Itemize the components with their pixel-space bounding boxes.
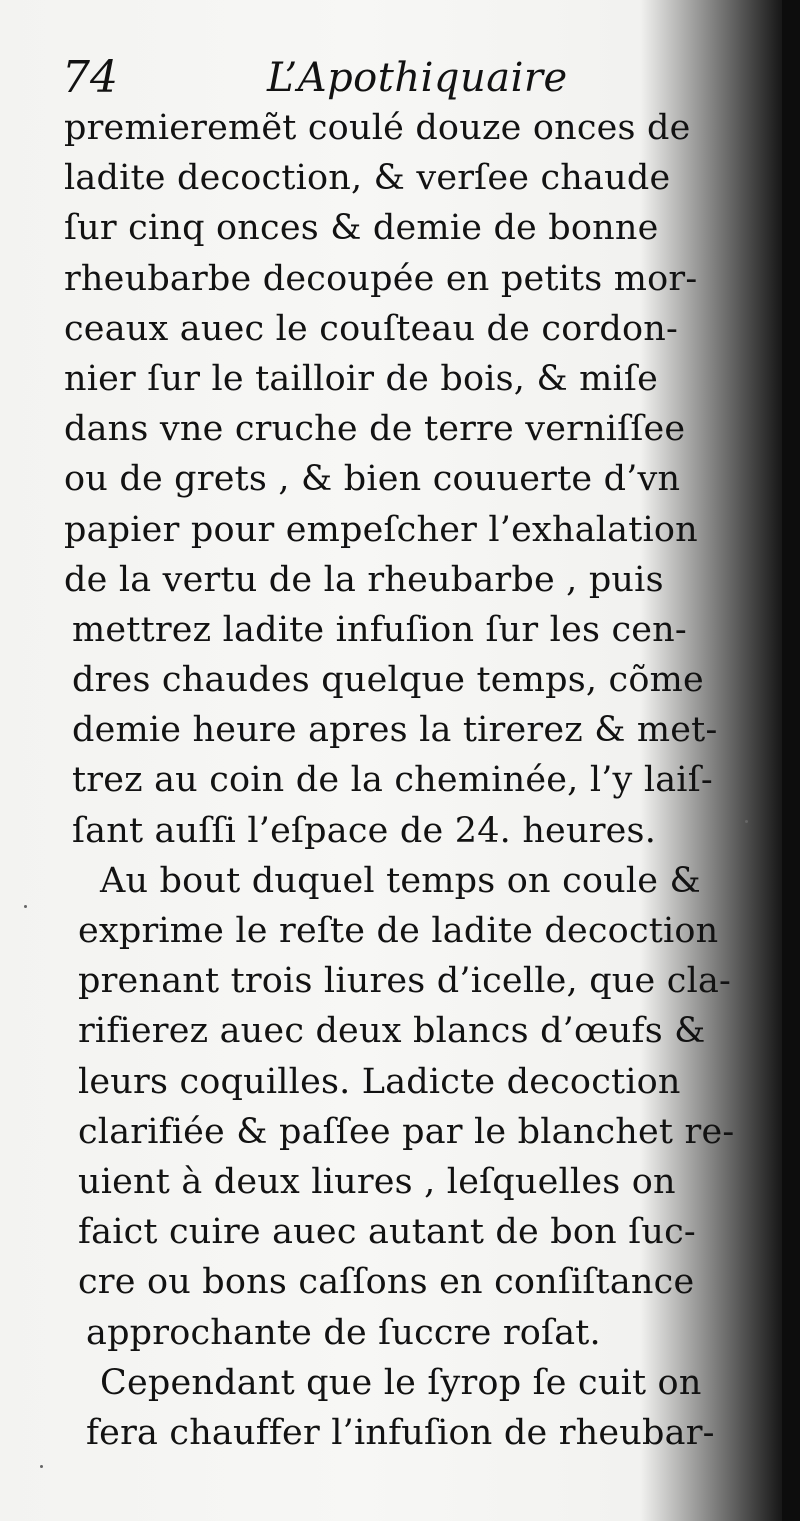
text-line: demie heure apres la tirerez & met- bbox=[72, 710, 718, 751]
text-line: nier ſur le tailloir de bois, & miſe bbox=[64, 358, 658, 399]
text-line: ſur cinq onces & demie de bonne bbox=[64, 208, 659, 249]
text-line: trez au coin de la cheminée, l’y laiſ- bbox=[72, 760, 713, 801]
page-number: 74 bbox=[62, 52, 118, 103]
text-line: ſant auſſi l’eſpace de 24. heures. bbox=[72, 810, 657, 851]
text-line: premieremẽt coulé douze onces de bbox=[64, 108, 691, 148]
text-line: exprime le reſte de ladite decoction bbox=[78, 911, 719, 951]
paper-speck bbox=[24, 905, 27, 908]
text-line: dans vne cruche de terre verniſſee bbox=[64, 409, 686, 450]
text-line: approchante de ſuccre roſat. bbox=[86, 1312, 601, 1353]
text-line: ladite decoction, & verſee chaude bbox=[64, 158, 671, 199]
text-line: rifierez auec deux blancs d’œufs & bbox=[78, 1011, 706, 1052]
text-line: dres chaudes quelque temps, cõme bbox=[72, 660, 704, 701]
text-line: fera chauffer l’infuſion de rheubar- bbox=[86, 1412, 715, 1453]
running-title: L’Apothiquaire bbox=[267, 55, 568, 101]
page-right-edge-shadow bbox=[782, 0, 800, 1521]
text-line: mettrez ladite infuſion ſur les cen- bbox=[72, 609, 687, 650]
text-line: rheubarbe decoupée en petits mor- bbox=[64, 258, 698, 299]
text-line: de la vertu de la rheubarbe , puis bbox=[64, 559, 664, 600]
text-line: papier pour empeſcher l’exhalation bbox=[64, 509, 698, 550]
text-line: prenant trois liures d’icelle, que cla- bbox=[78, 961, 732, 1002]
paper-speck bbox=[745, 820, 748, 823]
text-line: ou de grets , & bien couuerte d’vn bbox=[64, 459, 681, 500]
text-line: faict cuire auec autant de bon ſuc- bbox=[78, 1212, 696, 1253]
text-line: clarifiée & paſſee par le blanchet re- bbox=[78, 1111, 735, 1152]
text-line: cre ou bons caſſons en conſiſtance bbox=[78, 1262, 695, 1303]
paper-speck bbox=[40, 1465, 43, 1468]
text-line: ceaux auec le couſteau de cordon- bbox=[64, 308, 679, 349]
paragraph-start-line: Cependant que le ſyrop ſe cuit on bbox=[100, 1362, 702, 1403]
text-line: leurs coquilles. Ladicte decoction bbox=[78, 1061, 681, 1102]
paragraph-start-line: Au bout duquel temps on coule & bbox=[100, 860, 701, 901]
page-body-text bbox=[64, 103, 764, 1458]
text-line: uient à deux liures , leſquelles on bbox=[78, 1161, 676, 1202]
page-header bbox=[62, 48, 762, 108]
